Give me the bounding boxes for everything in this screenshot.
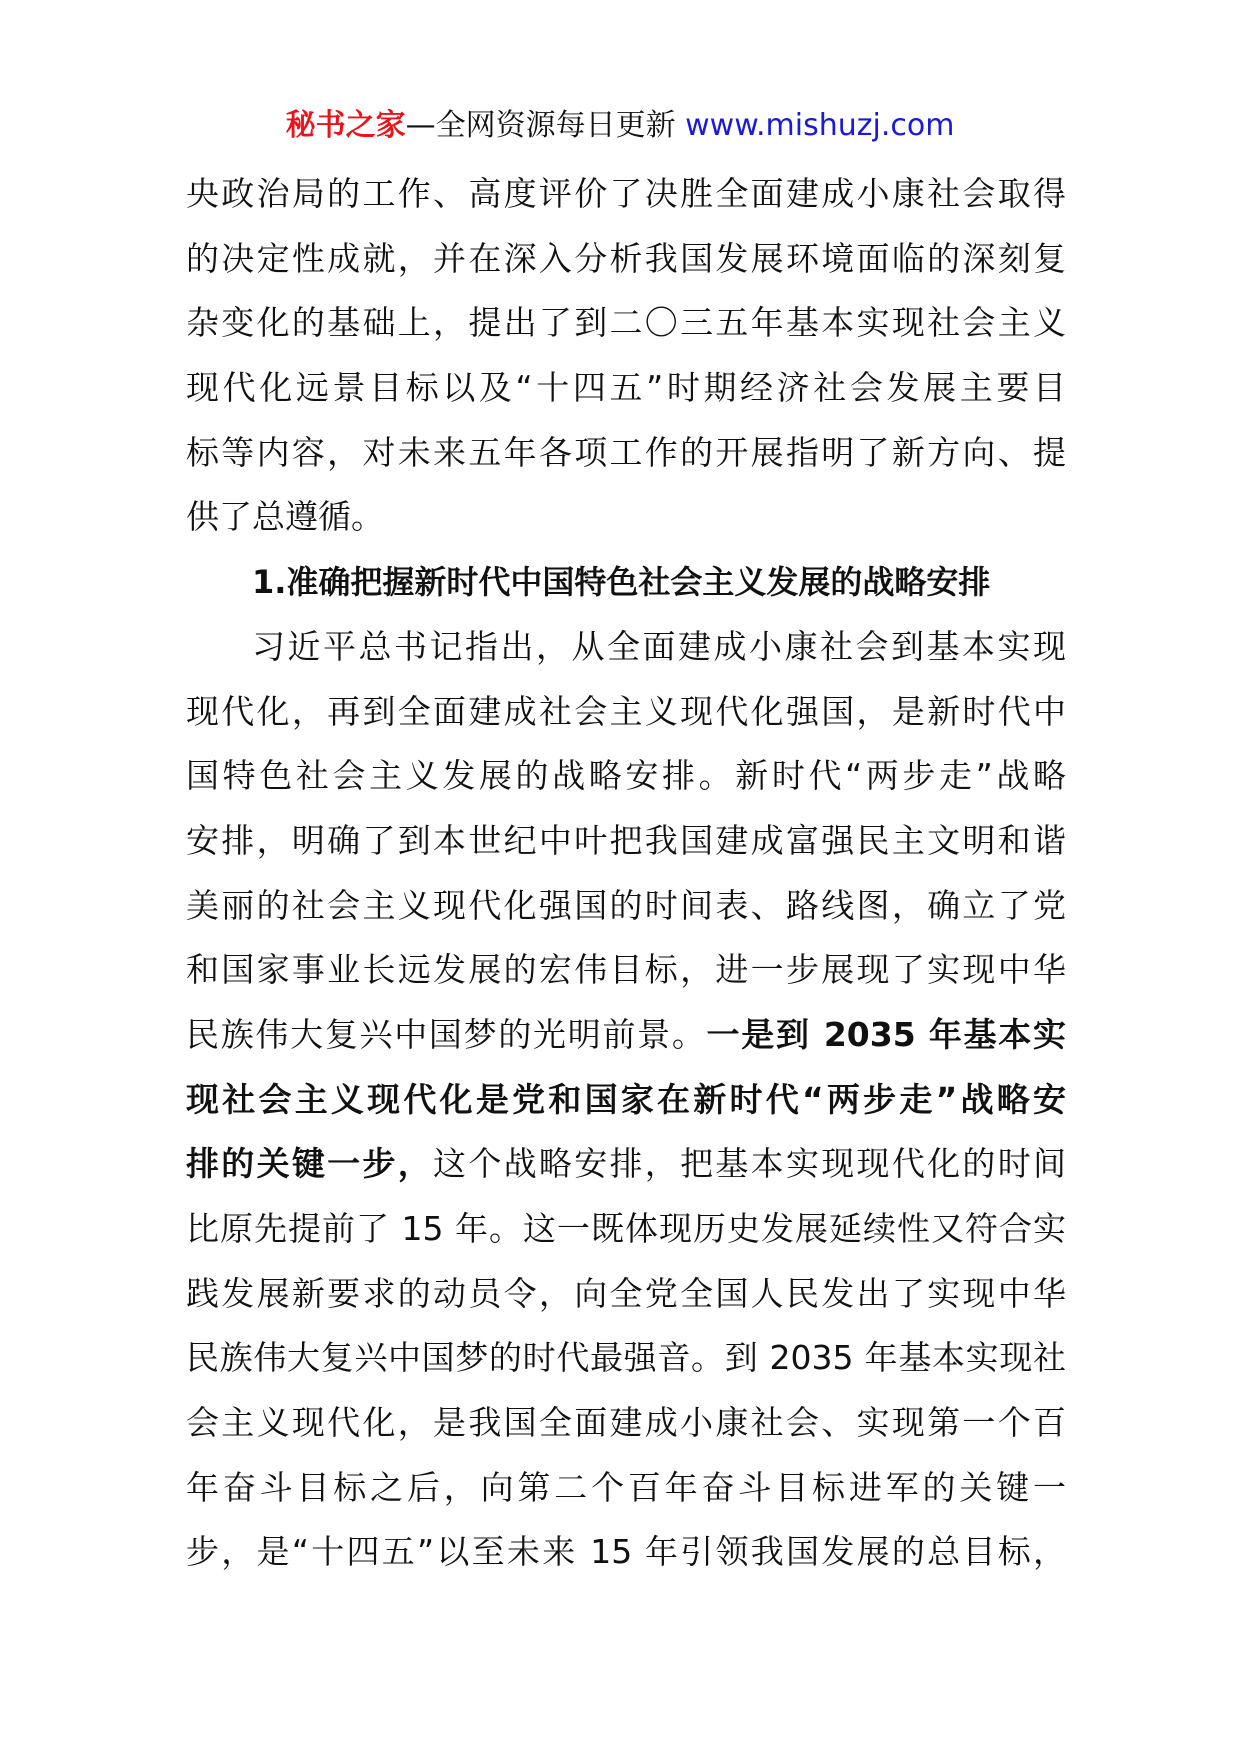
paragraph-line: 安排，明确了到本世纪中叶把我国建成富强民主文明和谐 (186, 820, 1066, 860)
document-body (186, 162, 1066, 1585)
paragraph-line: 会主义现代化，是我国全面建成小康社会、实现第一个百 (186, 1403, 1066, 1443)
site-watermark-header (0, 104, 1240, 148)
paragraph-line: 现代化远景目标以及“十四五”时期经济社会发展主要目 (186, 368, 1066, 408)
paragraph-line: 现代化，再到全面建成社会主义现代化强国，是新时代中 (186, 691, 1066, 731)
emphasis-text: 排的关键一步， (186, 1144, 434, 1184)
paragraph-1 (186, 162, 1066, 550)
paragraph-line: 和国家事业长远发展的宏伟目标，进一步展现了实现中华 (186, 950, 1066, 990)
paragraph-line: 民族伟大复兴中国梦的时代最强音。到 2035 年基本实现社 (186, 1338, 1066, 1378)
paragraph-line: 供了总遵循。 (186, 497, 384, 537)
paragraph-2 (186, 615, 1066, 1585)
site-url: www.mishuzj.com (685, 108, 955, 143)
paragraph-line: 践发展新要求的动员令，向全党全国人民发出了实现中华 (186, 1273, 1066, 1313)
paragraph-line: 标等内容，对未来五年各项工作的开展指明了新方向、提 (186, 432, 1066, 472)
paragraph-line: 央政治局的工作、高度评价了决胜全面建成小康社会取得 (186, 174, 1066, 213)
paragraph-line: 国特色社会主义发展的战略安排。新时代“两步走”战略 (186, 756, 1066, 796)
section-heading: 1.准确把握新时代中国特色社会主义发展的战略安排 (252, 563, 991, 602)
paragraph-line (186, 1003, 1066, 1068)
paragraph-line: 年奋斗目标之后，向第二个百年奋斗目标进军的关键一 (186, 1467, 1066, 1507)
paragraph-line (186, 1132, 1066, 1197)
line-segment: 民族伟大复兴中国梦的光明前景。 (186, 1014, 707, 1054)
paragraph-line: 美丽的社会主义现代化强国的时间表、路线图，确立了党 (186, 885, 1066, 925)
paragraph-line: 步，是“十四五”以至未来 15 年引领我国发展的总目标， (186, 1532, 1066, 1572)
emphasis-text: 一是到 2035 年基本实 (706, 1014, 1066, 1054)
paragraph-line: 比原先提前了 15 年。这一既体现历史发展延续性又符合实 (186, 1209, 1066, 1248)
paragraph-line: 杂变化的基础上，提出了到二〇三五年基本实现社会主义 (186, 303, 1066, 343)
line-segment: 这个战略安排，把基本实现现代化的时间 (433, 1144, 1066, 1184)
header-slogan: —全网资源每日更新 (405, 108, 686, 143)
paragraph-line: 的决定性成就，并在深入分析我国发展环境面临的深刻复 (186, 238, 1066, 278)
brand-name: 秘书之家 (285, 108, 406, 143)
emphasis-line: 现社会主义现代化是党和国家在新时代“两步走”战略安 (186, 1079, 1066, 1119)
paragraph-line: 习近平总书记指出，从全面建成小康社会到基本实现 (252, 626, 1066, 666)
